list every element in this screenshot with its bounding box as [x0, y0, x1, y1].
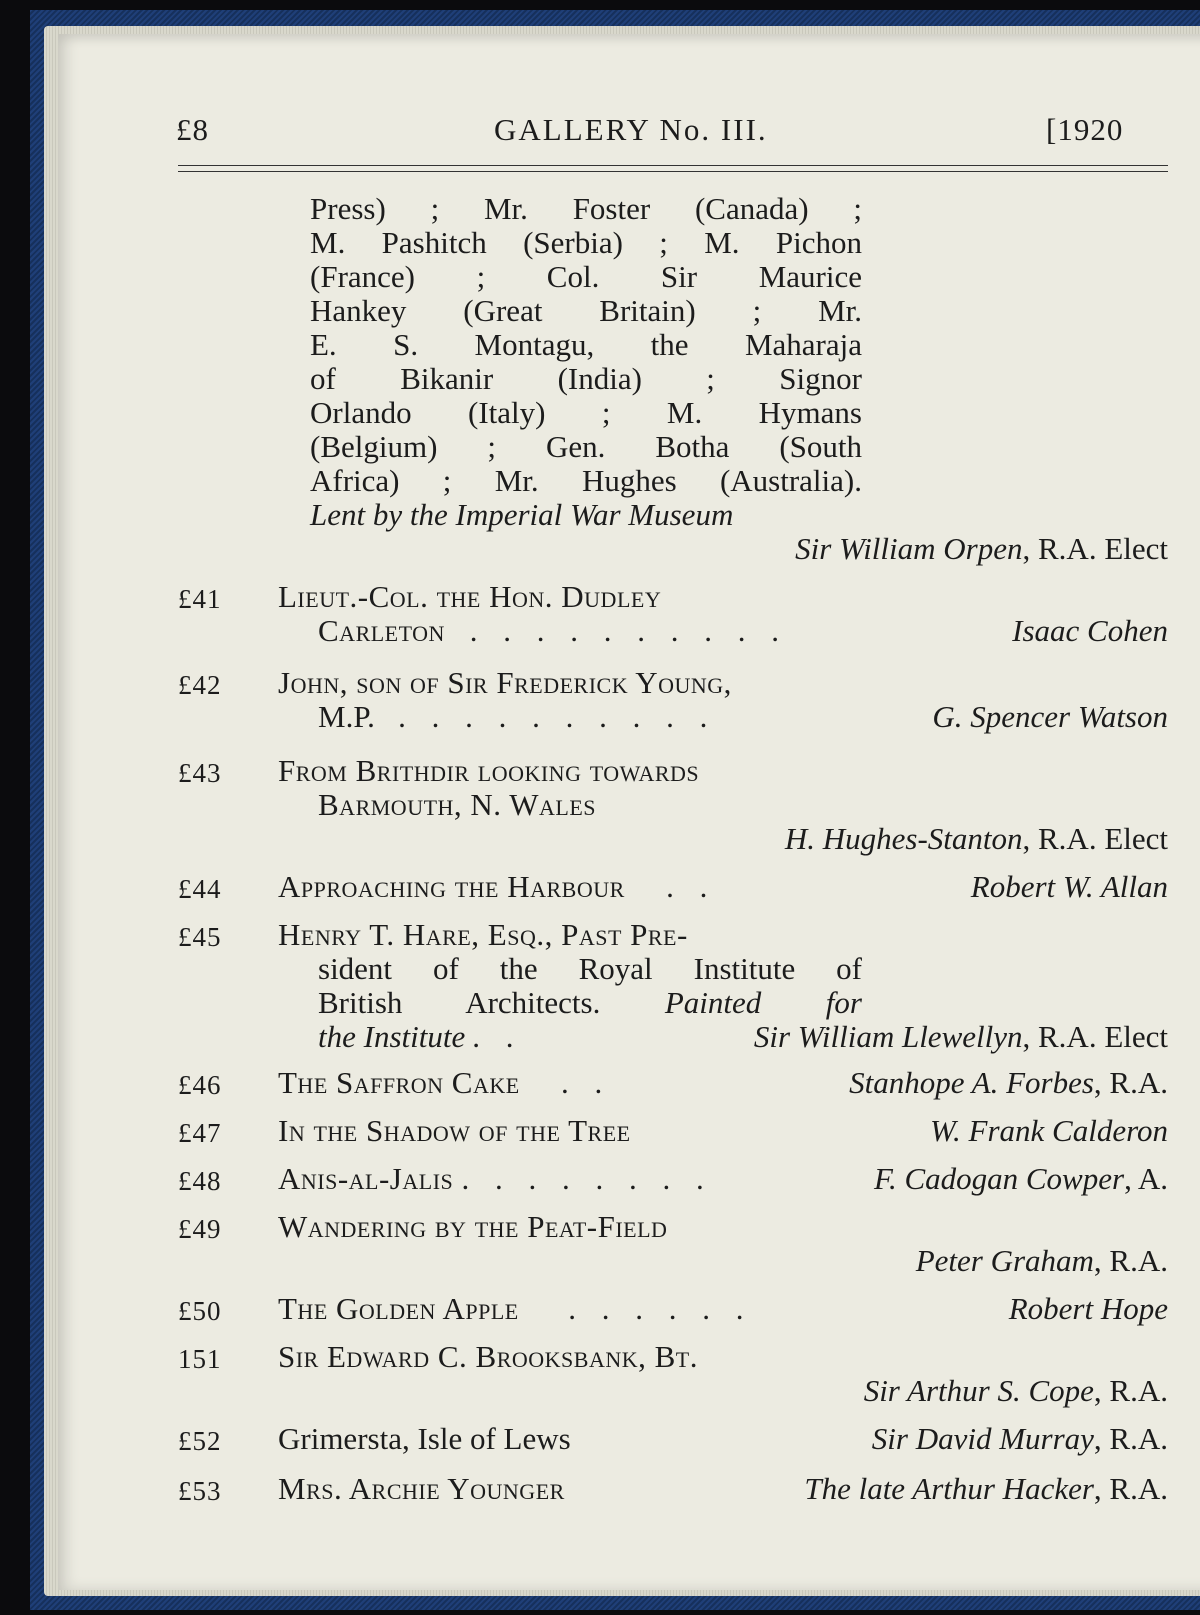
entry-title-cont: M.P. . . . . . . . . . .: [318, 699, 717, 734]
entry-number: £49: [178, 1214, 222, 1244]
entry-title-cont: sident of the Royal Institute of: [318, 951, 862, 986]
entry-artist: The late Arthur Hacker, R.A.: [804, 1471, 1168, 1506]
entry-title: Approaching the Harbour . .: [278, 869, 717, 904]
entry-title: Lieut.-Col. the Hon. Dudley: [278, 579, 662, 614]
entry-number: £53: [178, 1476, 222, 1506]
entry-title: Anis-al-Jalis . . . . . . . .: [278, 1161, 713, 1196]
continuation-line: Hankey (Great Britain) ; Mr.: [310, 293, 862, 328]
entry-number: £44: [178, 874, 222, 904]
entry-artist: Robert W. Allan: [970, 869, 1168, 904]
entry-number: £42: [178, 670, 222, 700]
entry-number: £50: [178, 1296, 222, 1326]
entry-artist: G. Spencer Watson: [932, 699, 1168, 734]
entry-title-cont: Carleton . . . . . . . . . .: [318, 613, 788, 648]
entry-title: Mrs. Archie Younger: [278, 1471, 565, 1506]
entry-number: £41: [178, 584, 222, 614]
continuation-line: of Bikanir (India) ; Signor: [310, 361, 862, 396]
entry-title: The Saffron Cake . .: [278, 1065, 612, 1100]
entry-number: £52: [178, 1426, 222, 1456]
continuation-line: E. S. Montagu, the Maharaja: [310, 327, 862, 362]
lender-credit: Lent by the Imperial War Museum: [310, 497, 734, 532]
entry-artist: Sir William Llewellyn, R.A. Elect: [753, 1019, 1168, 1054]
entry-artist: Peter Graham, R.A.: [915, 1243, 1168, 1278]
entry-title-cont: Barmouth, N. Wales: [318, 787, 596, 822]
page-title: GALLERY No. III.: [494, 112, 768, 147]
continuation-line: Orlando (Italy) ; M. Hymans: [310, 395, 862, 430]
continuation-line: Africa) ; Mr. Hughes (Australia).: [310, 463, 862, 498]
entry-title: Wandering by the Peat-Field: [278, 1209, 668, 1244]
header-rule-top: [178, 165, 1168, 166]
entry-title: Henry T. Hare, Esq., Past Pre-: [278, 917, 688, 952]
entry-title: John, son of Sir Frederick Young,: [278, 665, 732, 700]
entry-title-cont: the Institute . .: [318, 1019, 524, 1054]
entry-title-cont: British Architects. Painted for: [318, 985, 862, 1020]
entry-title: The Golden Apple . . . . . .: [278, 1291, 753, 1326]
entry-number: £43: [178, 758, 222, 788]
entry-artist: F. Cadogan Cowper, A.: [874, 1161, 1168, 1196]
entry-artist: Sir David Murray, R.A.: [871, 1421, 1168, 1456]
entry-artist: W. Frank Calderon: [930, 1113, 1168, 1148]
entry-title: Sir Edward C. Brooksbank, Bt.: [278, 1339, 698, 1374]
entry-number: £46: [178, 1070, 222, 1100]
entry-title: From Brithdir looking towards: [278, 753, 700, 788]
continuation-line: (Belgium) ; Gen. Botha (South: [310, 429, 862, 464]
entry-artist: Robert Hope: [1008, 1291, 1168, 1326]
entry-artist: H. Hughes-Stanton, R.A. Elect: [784, 821, 1168, 856]
continuation-artist: Sir William Orpen, R.A. Elect: [795, 531, 1168, 566]
entry-number: £47: [178, 1118, 222, 1148]
page-year: [1920: [1046, 112, 1124, 147]
entry-artist: Sir Arthur S. Cope, R.A.: [863, 1373, 1168, 1408]
entry-artist: Isaac Cohen: [1012, 613, 1168, 648]
entry-artist: Stanhope A. Forbes, R.A.: [849, 1065, 1168, 1100]
entry-number: £45: [178, 922, 222, 952]
entry-title: In the Shadow of the Tree: [278, 1113, 631, 1148]
entry-number: 151: [178, 1344, 222, 1374]
continuation-line: Press) ; Mr. Foster (Canada) ;: [310, 191, 862, 226]
continuation-line: (France) ; Col. Sir Maurice: [310, 259, 862, 294]
entry-number: £48: [178, 1166, 222, 1196]
entry-title: Grimersta, Isle of Lews: [278, 1421, 571, 1456]
continuation-line: M. Pashitch (Serbia) ; M. Pichon: [310, 225, 862, 260]
header-rule-bottom: [178, 171, 1168, 172]
page-number: £8: [176, 112, 209, 147]
